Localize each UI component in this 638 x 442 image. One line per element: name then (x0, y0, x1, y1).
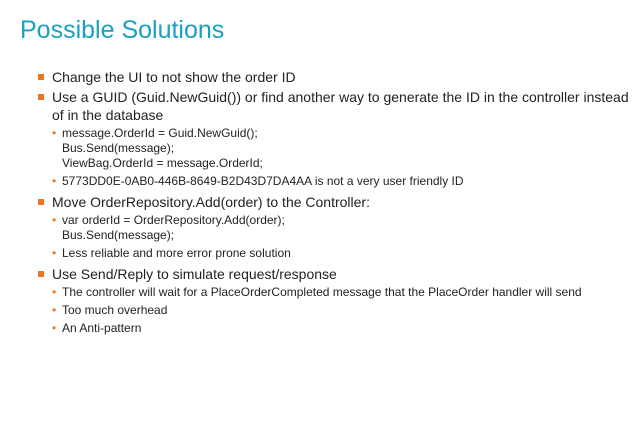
dot-bullet-icon: • (52, 321, 57, 335)
square-bullet-icon (38, 199, 44, 205)
slide-title: Possible Solutions (20, 16, 225, 44)
bullet-use-guid (38, 88, 634, 189)
bullet-text: Move OrderRepository.Add(order) to the Controller: (52, 194, 370, 210)
sub-bullet-code-guid (52, 126, 634, 171)
square-bullet-icon (38, 74, 44, 80)
sub-bullet-less-reliable (52, 246, 634, 261)
bullet-text: Use Send/Reply to simulate request/response (52, 266, 337, 282)
sub-bullet-text: Less reliable and more error prone solution (62, 246, 291, 260)
dot-bullet-icon: • (52, 126, 57, 140)
dot-bullet-icon: • (52, 213, 57, 227)
sub-bullet-list (52, 126, 634, 189)
sub-bullet-text: 5773DD0E-0AB0-446B-8649-B2D43D7DA4AA is not a very user friendly ID (62, 174, 464, 188)
sub-bullet-code-repository (52, 213, 634, 243)
sub-bullet-anti-pattern (52, 321, 634, 336)
dot-bullet-icon: • (52, 285, 57, 299)
sub-bullet-list (52, 285, 634, 336)
sub-bullet-overhead (52, 303, 634, 318)
code-line: ViewBag.OrderId = message.OrderId; (62, 156, 263, 170)
sub-bullet-text: The controller will wait for a PlaceOrderCompleted message that the PlaceOrder handler will send (62, 285, 582, 299)
sub-bullet-text: Too much overhead (62, 303, 168, 317)
code-line: Bus.Send(message); (62, 141, 175, 155)
dot-bullet-icon: • (52, 246, 57, 260)
bullet-list (38, 68, 634, 340)
sub-bullet-list (52, 213, 634, 261)
dot-bullet-icon: • (52, 303, 57, 317)
bullet-move-repository (38, 193, 634, 261)
bullet-send-reply (38, 265, 634, 336)
square-bullet-icon (38, 94, 44, 100)
bullet-change-ui (38, 68, 634, 86)
code-line: Bus.Send(message); (62, 228, 175, 242)
code-line: var orderId = OrderRepository.Add(order); (62, 213, 285, 227)
sub-bullet-guid-example (52, 174, 634, 189)
bullet-text: Change the UI to not show the order ID (52, 69, 296, 85)
square-bullet-icon (38, 271, 44, 277)
sub-bullet-controller-wait (52, 285, 634, 300)
code-line: message.OrderId = Guid.NewGuid(); (62, 126, 258, 140)
sub-bullet-text: An Anti-pattern (62, 321, 142, 335)
dot-bullet-icon: • (52, 174, 57, 188)
bullet-text: Use a GUID (Guid.NewGuid()) or find another way to generate the ID in the controller instead of in the database (52, 89, 629, 123)
